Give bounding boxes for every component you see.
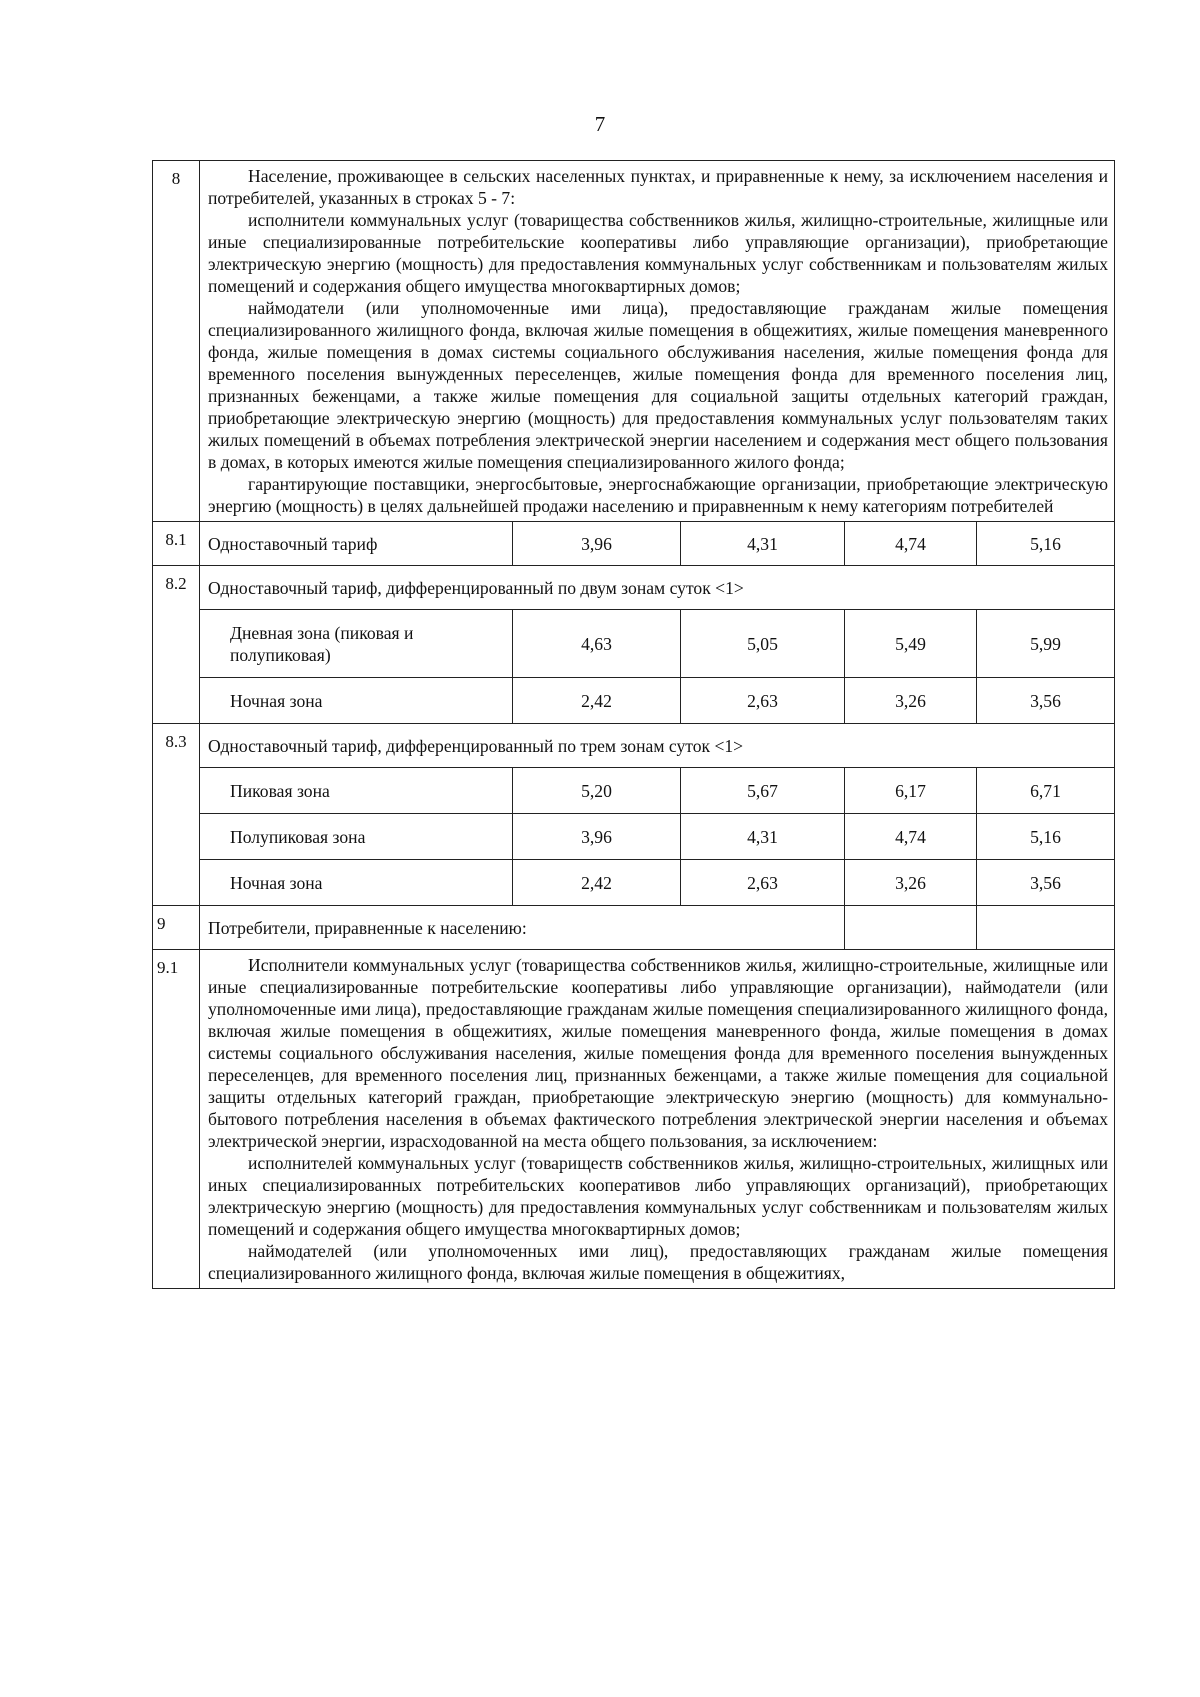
row-8-3-peak-zone-value-1: 5,20 <box>513 768 681 814</box>
row-8-3-night-zone-value-4: 3,56 <box>977 860 1115 906</box>
row-8-3-halfpeak-zone-value-1: 3,96 <box>513 814 681 860</box>
row-8-3-halfpeak-zone-value-4: 5,16 <box>977 814 1115 860</box>
row-8-number: 8 <box>153 161 200 522</box>
row-8-1-number: 8.1 <box>153 522 200 566</box>
page-number: 7 <box>594 112 606 136</box>
row-8-3-peak-zone-value-2: 5,67 <box>681 768 845 814</box>
row-8-1-value-2: 4,31 <box>681 522 845 566</box>
row-8-description <box>200 161 1115 522</box>
row-9-1-paragraph-1: Исполнители коммунальных услуг (товарищества собственников жилья, жилищно-строительные, жилищные или иные специализированные потребительские кооперативы либо управляющие организации), наймодатели (или уполномоченные ими лица), предоставляющие гражданам жилые помещения специализированного жилищного фонда, включая жилые помещения в общежитиях, жилые помещения маневренного фонда, жилые помещения в домах системы социального обслуживания населения, жилые помещения фонда для временного поселения вынужденных переселенцев, для временного поселения лиц, признанных беженцами, а также жилые помещения для социальной защиты отдельных категорий граждан, приобретающие электрическую энергию (мощность) для коммунально-бытового потребления населения в объемах фактического потребления электрической энергии населения и объемах электрической энергии, израсходованной на места общего пользования, за исключением: <box>208 955 1108 1151</box>
row-8-2-night-zone-value-1: 2,42 <box>513 678 681 724</box>
row-9-number: 9 <box>153 906 200 950</box>
row-8-1-label: Одноставочный тариф <box>200 522 513 566</box>
row-8-2-day-zone-value-2: 5,05 <box>681 610 845 678</box>
row-8-3-halfpeak-zone-value-2: 4,31 <box>681 814 845 860</box>
row-8-2-night-zone-value-3: 3,26 <box>845 678 977 724</box>
row-8-3-night-zone-value-2: 2,63 <box>681 860 845 906</box>
row-8-paragraph-2: исполнители коммунальных услуг (товарищества собственников жилья, жилищно-строительные, жилищные или иные специализированные потребительские кооперативы либо управляющие организации), приобретающие электрическую энергию (мощность) для предоставления коммунальных услуг собственникам и пользователям жилых помещений и содержания общего имущества многоквартирных домов; <box>208 210 1108 296</box>
row-8-paragraph-3: наймодатели (или уполномоченные ими лица), предоставляющие гражданам жилые помещения специализированного жилищного фонда, включая жилые помещения в общежитиях, жилые помещения маневренного фонда, жилые помещения в домах системы социального обслуживания населения, жилые помещения фонда для временного поселения вынужденных переселенцев, жилые помещения фонда для временного поселения лиц, признанных беженцами, а также жилые помещения для социальной защиты отдельных категорий граждан, приобретающие электрическую энергию (мощность) для предоставления коммунальных услуг пользователям таких жилых помещений в объемах потребления электрической энергии населением и содержания мест общего пользования в домах, в которых имеются жилые помещения специализированного жилого фонда; <box>208 298 1108 472</box>
row-8-2-day-zone-label: Дневная зона (пиковая и полупиковая) <box>200 610 513 678</box>
row-9-label: Потребители, приравненные к населению: <box>200 906 845 950</box>
row-8-3-halfpeak-zone-label: Полупиковая зона <box>200 814 513 860</box>
row-8-3-night-zone-value-1: 2,42 <box>513 860 681 906</box>
row-8-1-value-1: 3,96 <box>513 522 681 566</box>
row-9-empty-cell-2 <box>977 906 1115 950</box>
row-9 <box>153 906 1115 950</box>
row-8 <box>153 161 1115 522</box>
row-8-3-night-zone-label: Ночная зона <box>200 860 513 906</box>
row-8-3-peak-zone-value-4: 6,71 <box>977 768 1115 814</box>
row-8-2-day-zone <box>153 610 1115 678</box>
row-8-paragraph-1: Население, проживающее в сельских населенных пунктах, и приравненные к нему, за исключением населения и потребителей, указанных в строках 5 - 7: <box>208 166 1108 208</box>
tariff-table <box>152 160 1115 1289</box>
row-8-2-label: Одноставочный тариф, дифференцированный по двум зонам суток <1> <box>200 566 1115 610</box>
row-8-paragraph-4: гарантирующие поставщики, энергосбытовые, энергоснабжающие организации, приобретающие электрическую энергию (мощность) в целях дальнейшей продажи населению и приравненным к нему категориям потребителей <box>208 474 1108 516</box>
row-8-1-value-3: 4,74 <box>845 522 977 566</box>
row-8-3 <box>153 724 1115 768</box>
row-8-3-halfpeak-zone <box>153 814 1115 860</box>
row-8-3-peak-zone-label: Пиковая зона <box>200 768 513 814</box>
row-8-3-peak-zone-value-3: 6,17 <box>845 768 977 814</box>
row-8-2-night-zone-value-2: 2,63 <box>681 678 845 724</box>
row-8-2-day-zone-value-4: 5,99 <box>977 610 1115 678</box>
row-8-3-halfpeak-zone-value-3: 4,74 <box>845 814 977 860</box>
row-8-3-label: Одноставочный тариф, дифференцированный по трем зонам суток <1> <box>200 724 1115 768</box>
row-9-1-description <box>200 950 1115 1289</box>
row-8-2-night-zone-value-4: 3,56 <box>977 678 1115 724</box>
row-8-2-number: 8.2 <box>153 566 200 724</box>
row-8-3-number: 8.3 <box>153 724 200 906</box>
row-8-2-day-zone-value-1: 4,63 <box>513 610 681 678</box>
row-8-3-peak-zone <box>153 768 1115 814</box>
row-9-empty-cell-1 <box>845 906 977 950</box>
row-8-2 <box>153 566 1115 610</box>
row-9-1-paragraph-3: наймодателей (или уполномоченных ими лиц), предоставляющих гражданам жилые помещения специализированного жилищного фонда, включая жилые помещения в общежитиях, <box>208 1241 1108 1283</box>
row-8-1 <box>153 522 1115 566</box>
row-9-1 <box>153 950 1115 1289</box>
row-9-1-paragraph-2: исполнителей коммунальных услуг (товариществ собственников жилья, жилищно-строительных, жилищных или иных специализированных потребительских кооперативов либо управляющих организаций), приобретающих электрическую энергию (мощность) для предоставления коммунальных услуг собственникам и пользователям жилых помещений и содержания общего имущества многоквартирных домов; <box>208 1153 1108 1239</box>
row-8-2-night-zone-label: Ночная зона <box>200 678 513 724</box>
row-8-3-night-zone <box>153 860 1115 906</box>
row-8-2-night-zone <box>153 678 1115 724</box>
row-8-3-night-zone-value-3: 3,26 <box>845 860 977 906</box>
row-8-2-day-zone-value-3: 5,49 <box>845 610 977 678</box>
row-8-1-value-4: 5,16 <box>977 522 1115 566</box>
row-9-1-number: 9.1 <box>153 950 200 1289</box>
